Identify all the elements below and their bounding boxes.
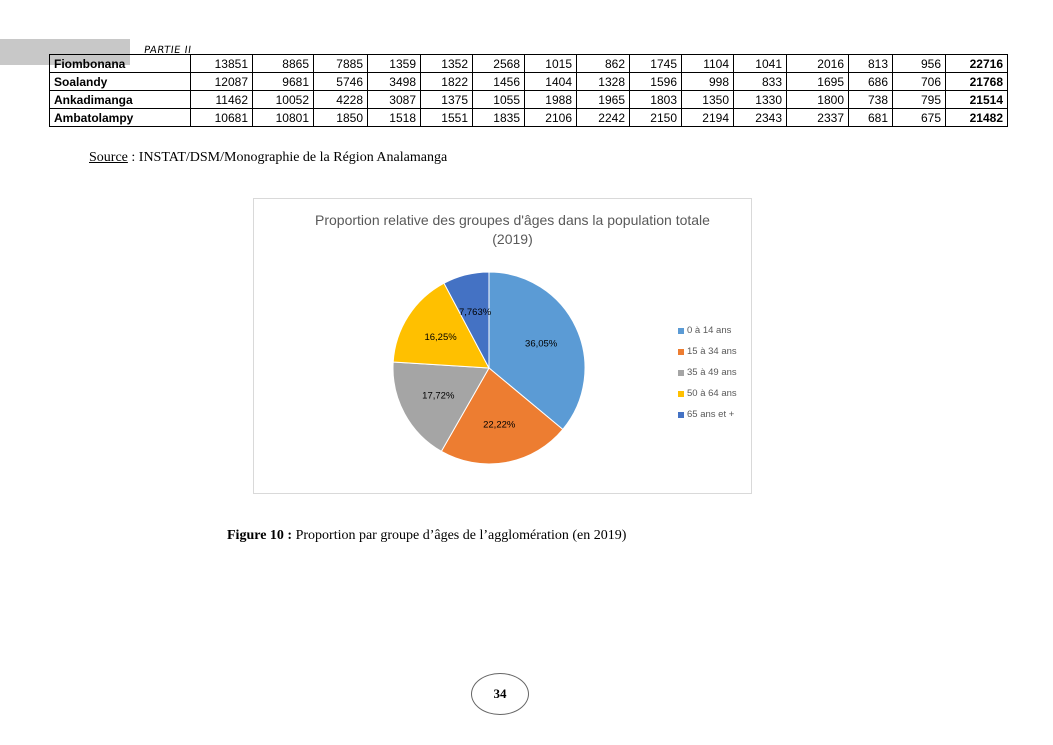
chart-title-line2: (2019) bbox=[492, 231, 533, 247]
row-total: 21768 bbox=[946, 73, 1008, 91]
chart-legend bbox=[678, 320, 737, 425]
legend-label: 35 à 49 ans bbox=[687, 367, 737, 378]
table-cell: 3498 bbox=[368, 73, 421, 91]
table-cell: 1375 bbox=[421, 91, 473, 109]
legend-item bbox=[678, 404, 737, 425]
table-cell: 11462 bbox=[191, 91, 253, 109]
legend-swatch bbox=[678, 328, 684, 334]
legend-item bbox=[678, 320, 737, 341]
data-label: 22,22% bbox=[483, 419, 516, 431]
row-name: Ankadimanga bbox=[50, 91, 191, 109]
table-row bbox=[50, 55, 1008, 73]
caption-text: Proportion par groupe d’âges de l’agglomération (en 2019) bbox=[292, 528, 627, 543]
table-cell: 1404 bbox=[525, 73, 577, 91]
table-cell: 1965 bbox=[577, 91, 630, 109]
caption-label: Figure 10 : bbox=[227, 528, 293, 543]
table-cell: 1350 bbox=[682, 91, 734, 109]
source-note bbox=[89, 150, 447, 166]
table-row bbox=[50, 91, 1008, 109]
table-cell: 2242 bbox=[577, 109, 630, 127]
legend-label: 0 à 14 ans bbox=[687, 325, 732, 336]
data-label: 16,25% bbox=[424, 331, 457, 343]
row-total: 21514 bbox=[946, 91, 1008, 109]
table-cell: 2343 bbox=[734, 109, 787, 127]
table-cell: 8865 bbox=[253, 55, 314, 73]
table-cell: 1041 bbox=[734, 55, 787, 73]
table-cell: 2106 bbox=[525, 109, 577, 127]
data-label: 36,05% bbox=[525, 338, 558, 350]
table-cell: 2194 bbox=[682, 109, 734, 127]
row-name: Soalandy bbox=[50, 73, 191, 91]
table-cell: 1456 bbox=[473, 73, 525, 91]
table-cell: 1551 bbox=[421, 109, 473, 127]
table-cell: 5746 bbox=[314, 73, 368, 91]
chart-title-line1: Proportion relative des groupes d'âges dans la population totale bbox=[315, 212, 710, 228]
page-number: 34 bbox=[471, 673, 529, 715]
table-cell: 1800 bbox=[787, 91, 849, 109]
table-cell: 10681 bbox=[191, 109, 253, 127]
legend-swatch bbox=[678, 370, 684, 376]
legend-item bbox=[678, 362, 737, 383]
table-cell: 3087 bbox=[368, 91, 421, 109]
table-cell: 1803 bbox=[630, 91, 682, 109]
table-cell: 1850 bbox=[314, 109, 368, 127]
row-name: Ambatolampy bbox=[50, 109, 191, 127]
table-cell: 1596 bbox=[630, 73, 682, 91]
legend-label: 15 à 34 ans bbox=[687, 346, 737, 357]
legend-item bbox=[678, 383, 737, 404]
table-cell: 9681 bbox=[253, 73, 314, 91]
table-cell: 4228 bbox=[314, 91, 368, 109]
table-cell: 1695 bbox=[787, 73, 849, 91]
table-cell: 2150 bbox=[630, 109, 682, 127]
row-total: 21482 bbox=[946, 109, 1008, 127]
data-label: 7,763% bbox=[458, 307, 492, 319]
table-cell: 10052 bbox=[253, 91, 314, 109]
table-cell: 681 bbox=[849, 109, 893, 127]
table-row bbox=[50, 109, 1008, 127]
row-total: 22716 bbox=[946, 55, 1008, 73]
table-cell: 1745 bbox=[630, 55, 682, 73]
legend-label: 50 à 64 ans bbox=[687, 388, 737, 399]
table-cell: 2568 bbox=[473, 55, 525, 73]
legend-label: 65 ans et + bbox=[687, 409, 735, 420]
table-cell: 862 bbox=[577, 55, 630, 73]
table-cell: 7885 bbox=[314, 55, 368, 73]
table-cell: 2337 bbox=[787, 109, 849, 127]
source-text: : INSTAT/DSM/Monographie de la Région Analamanga bbox=[127, 150, 448, 165]
table-cell: 795 bbox=[893, 91, 946, 109]
legend-swatch bbox=[678, 412, 684, 418]
table-cell: 1015 bbox=[525, 55, 577, 73]
table-cell: 13851 bbox=[191, 55, 253, 73]
table-cell: 12087 bbox=[191, 73, 253, 91]
table-cell: 1359 bbox=[368, 55, 421, 73]
source-label: Source bbox=[89, 150, 128, 165]
legend-swatch bbox=[678, 349, 684, 355]
data-label: 17,72% bbox=[422, 390, 455, 402]
table-cell: 956 bbox=[893, 55, 946, 73]
table-cell: 10801 bbox=[253, 109, 314, 127]
table-cell: 998 bbox=[682, 73, 734, 91]
table-cell: 686 bbox=[849, 73, 893, 91]
table-cell: 1518 bbox=[368, 109, 421, 127]
table-cell: 1352 bbox=[421, 55, 473, 73]
table-cell: 1835 bbox=[473, 109, 525, 127]
table-cell: 2016 bbox=[787, 55, 849, 73]
table-cell: 675 bbox=[893, 109, 946, 127]
table-cell: 1055 bbox=[473, 91, 525, 109]
table-row bbox=[50, 73, 1008, 91]
table-cell: 813 bbox=[849, 55, 893, 73]
data-table bbox=[49, 54, 1008, 127]
table-cell: 1104 bbox=[682, 55, 734, 73]
table-cell: 1330 bbox=[734, 91, 787, 109]
table-cell: 1988 bbox=[525, 91, 577, 109]
legend-swatch bbox=[678, 391, 684, 397]
table-cell: 833 bbox=[734, 73, 787, 91]
legend-item bbox=[678, 341, 737, 362]
table-cell: 706 bbox=[893, 73, 946, 91]
pie-chart bbox=[253, 198, 752, 494]
table-cell: 1328 bbox=[577, 73, 630, 91]
part-label: PARTIE II bbox=[143, 45, 193, 56]
table-cell: 1822 bbox=[421, 73, 473, 91]
pie-svg bbox=[254, 199, 751, 493]
row-name: Fiombonana bbox=[50, 55, 191, 73]
figure-caption bbox=[227, 528, 626, 544]
table-cell: 738 bbox=[849, 91, 893, 109]
